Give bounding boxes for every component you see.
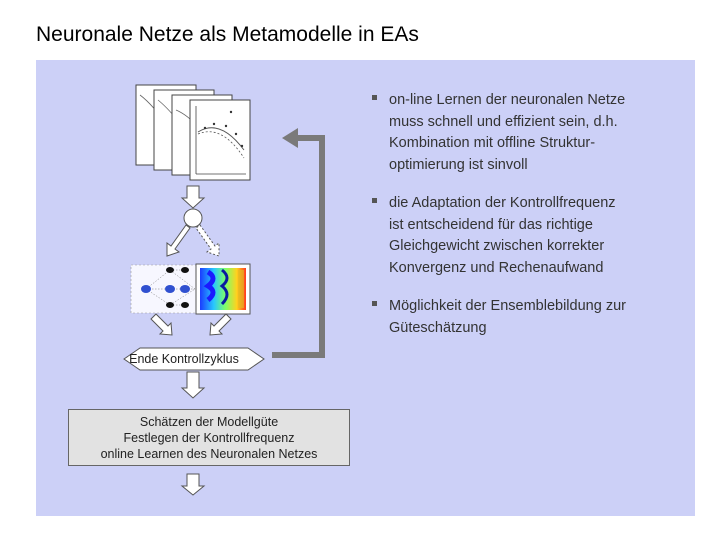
process-box: Schätzen der Modellgüte Festlegen der Kontrollfrequenz online Learnen des Neuronalen Netzes xyxy=(68,409,350,466)
branch-left-arrow-icon xyxy=(167,225,190,256)
feedback-loop-arrow xyxy=(272,128,322,355)
bullet-square-icon xyxy=(372,198,377,203)
end-cycle-label: Ende Kontrollzyklus xyxy=(129,352,239,366)
bullet-item xyxy=(372,90,672,176)
bullet-text: on-line Lernen der neuronalen Netze muss schnell und effizient sein, d.h. Kombination mit offline Struktur- optimierung ist sinvoll xyxy=(389,92,626,173)
plot-card-front xyxy=(190,100,250,180)
merge-right-arrow-icon xyxy=(210,314,231,335)
decision-node xyxy=(184,209,202,227)
bullet-item xyxy=(372,296,672,339)
bullet-item xyxy=(372,193,672,279)
down-arrow-icon xyxy=(182,186,204,208)
slide-title: Neuronale Netze als Metamodelle in EAs xyxy=(36,23,419,46)
simulation-heatmap-image xyxy=(196,264,250,314)
bullet-text: Möglichkeit der Ensemblebildung zur Güteschätzung xyxy=(389,298,626,336)
bullet-square-icon xyxy=(372,301,377,306)
bullet-square-icon xyxy=(372,95,377,100)
branch-right-arrow-icon xyxy=(196,225,219,256)
down-arrow-icon xyxy=(182,372,204,398)
plot-stack xyxy=(136,85,250,180)
bullet-text: die Adaptation der Kontrollfrequenz ist entscheidend für das richtige Gleichgewicht zwischen korrekter Konvergenz und Rechenaufwand xyxy=(389,195,616,276)
down-arrow-icon xyxy=(182,474,204,495)
merge-left-arrow-icon xyxy=(151,314,172,335)
